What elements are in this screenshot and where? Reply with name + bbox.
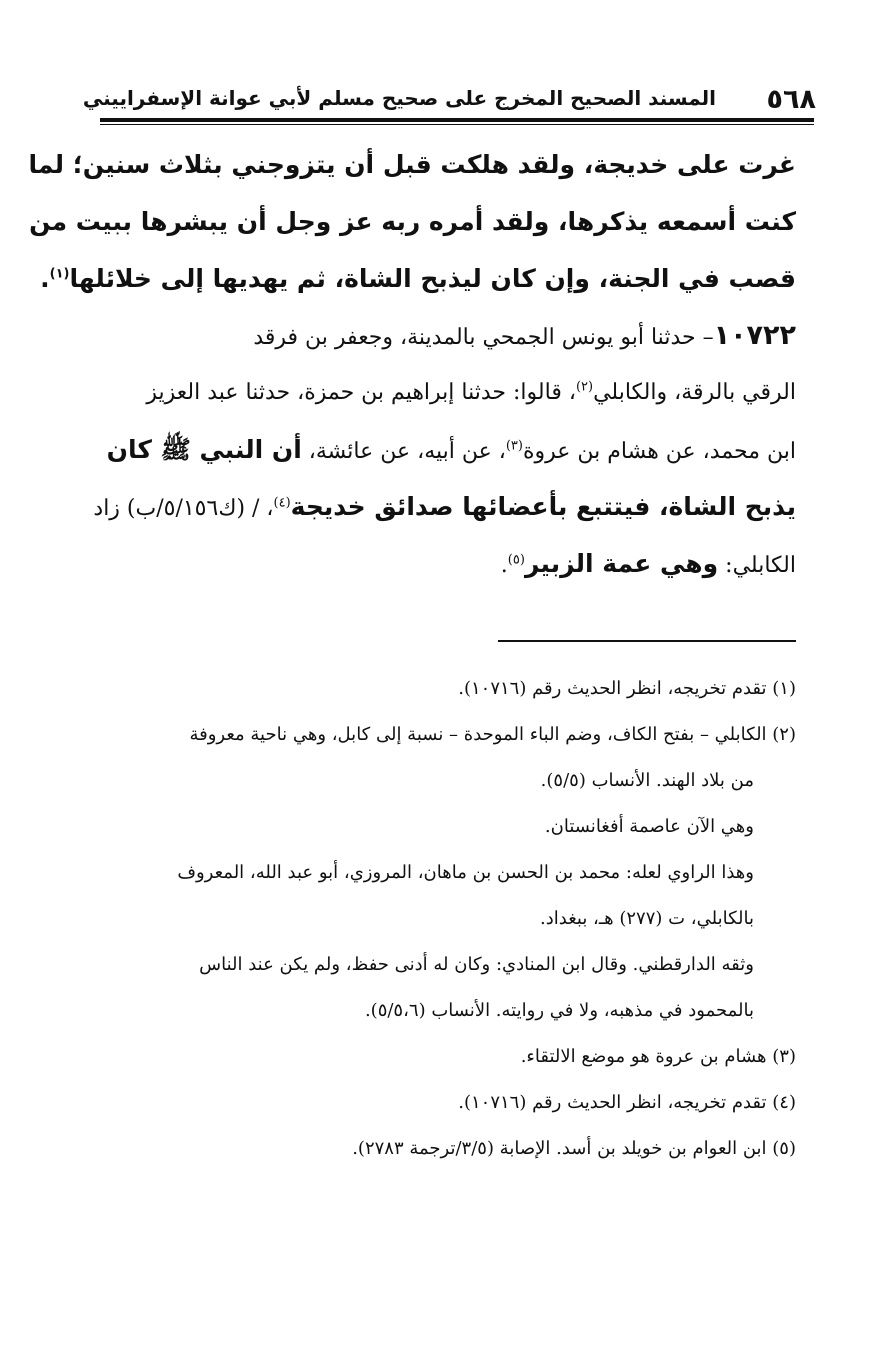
- text-line: يذبح الشاة، فيتتبع بأعضائها صدائق خديجة$^{(٤)}$، / (ك٥/١٥٦/ب) زاد: [93, 492, 796, 521]
- footnote-continuation: وثقه الدارقطني. وقال ابن المنادي: وكان له أدنى حفظ، ولم يكن عند الناس: [199, 954, 754, 975]
- footnote-ref: (٢): [575, 379, 594, 395]
- footnote-ref: (٥): [507, 552, 525, 568]
- footnote: (١) تقدم تخريجه، انظر الحديث رقم (١٠٧١٦).: [458, 678, 796, 699]
- page-header: [82, 82, 816, 118]
- footnote: (٣) هشام بن عروة هو موضع الالتقاء.: [520, 1046, 796, 1067]
- text-line: غرت على خديجة، ولقد هلكت قبل أن يتزوجني بثلاث سنين؛ لما: [28, 150, 796, 179]
- footnote: (٥) ابن العوام بن خويلد بن أسد. الإصابة (٣/٥/ترجمة ٢٧٨٣).: [352, 1138, 796, 1159]
- footnote-continuation: من بلاد الهند. الأنساب (٥/٥).: [540, 770, 754, 791]
- footnote: (٢) الكابلي – بفتح الكاف، وضم الباء الموحدة – نسبة إلى كابل، وهي ناحية معروفة: [189, 724, 796, 745]
- text-line: كنت أسمعه يذكرها، ولقد أمره ربه عز وجل أن يبشرها ببيت من: [29, 207, 796, 236]
- footnote-ref: (١): [49, 266, 70, 282]
- text-line: ابن محمد، عن هشام بن عروة$^{(٣)}$، عن أبيه، عن عائشة، أن النبي ﷺ كان: [106, 435, 796, 464]
- footnotes: [86, 666, 796, 1172]
- header-rule: [100, 118, 814, 122]
- footnote-continuation: بالمحمود في مذهبه، ولا في روايته. الأنساب (٥/٥،٦).: [364, 1000, 754, 1021]
- footnote-separator: [498, 640, 796, 642]
- hadith-line: ١٠٧٢٢– حدثنا أبو يونس الجمحي بالمدينة، وجعفر بن فرقد: [253, 320, 796, 351]
- footnote-ref: (٤): [273, 495, 291, 511]
- main-text: [28, 136, 796, 592]
- text-line: الكابلي: وهي عمة الزبير$^{(٥)}$.: [500, 549, 796, 578]
- hadith-number: ١٠٧٢٢: [713, 320, 796, 351]
- header-rule-thin: [100, 124, 814, 125]
- text-line: الرقي بالرقة، والكابلي$^{(٢)}$، قالوا: حدثنا إبراهيم بن حمزة، حدثنا عبد العزيز: [146, 379, 796, 405]
- page-number: ٥٦٨: [766, 84, 816, 115]
- footnote-continuation: بالكابلي، ت (٢٧٧) هـ، ببغداد.: [540, 908, 754, 929]
- text-line: قصب في الجنة، وإن كان ليذبح الشاة، ثم يهديها إلى خلائلها$^{(١)}$.: [40, 264, 796, 293]
- footnote-ref: (٣): [505, 438, 523, 454]
- footnote-continuation: وهذا الراوي لعله: محمد بن الحسن بن ماهان، المروزي، أبو عبد الله، المعروف: [177, 862, 754, 883]
- footnote-continuation: وهي الآن عاصمة أفغانستان.: [544, 816, 754, 837]
- footnote: (٤) تقدم تخريجه، انظر الحديث رقم (١٠٧١٦).: [458, 1092, 796, 1113]
- running-title: المسند الصحيح المخرج على صحيح مسلم لأبي عوانة الإسفراييني: [82, 86, 716, 110]
